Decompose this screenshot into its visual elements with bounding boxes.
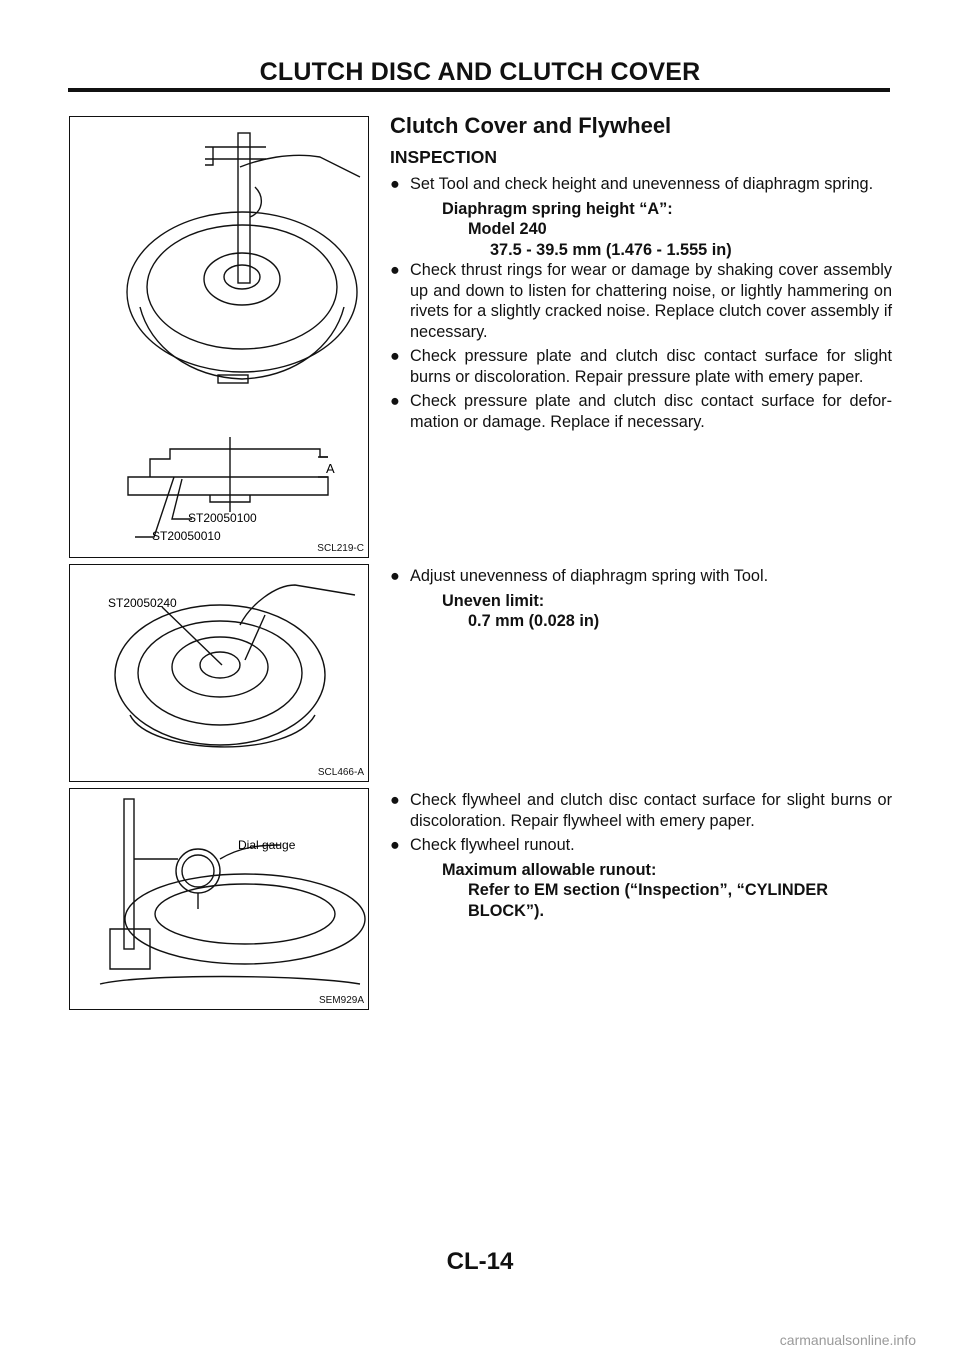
bullet-item: ● Check pressure plate and clutch disc contact surface for slight burns or discoloration. Repair pressure plate with emery paper. <box>390 347 892 386</box>
bullet-item: ● Check pressure plate and clutch disc contact surface for defor-mation or damage. Replace if necessary. <box>390 392 892 431</box>
bullet-item: ● Check flywheel and clutch disc contact surface for slight burns or discoloration. Repair flywheel with emery paper. <box>390 791 892 830</box>
watermark: carmanualsonline.info <box>779 1332 916 1348</box>
figure-flywheel-runout <box>69 788 369 1010</box>
bullet-icon: ● <box>390 567 400 585</box>
section-flywheel <box>390 790 892 921</box>
section-title: Clutch Cover and Flywheel <box>390 113 672 138</box>
header-rule <box>68 88 890 92</box>
bullet-icon: ● <box>390 836 400 854</box>
figure-label-tool-st20050240: ST20050240 <box>108 596 177 610</box>
clutch-cover-illustration <box>70 117 368 557</box>
figure-label-tool-st20050100: ST20050100 <box>188 511 257 525</box>
bullet-icon: ● <box>390 392 400 410</box>
spec-value: 37.5 - 39.5 mm (1.476 - 1.555 in) <box>490 240 732 259</box>
spec-value: BLOCK”). <box>468 901 544 920</box>
figure-diaphragm-adjust <box>69 564 369 782</box>
figure-code: SCL219-C <box>317 543 364 554</box>
figure-code: SCL466-A <box>317 767 364 778</box>
inspection-heading: INSPECTION <box>390 146 497 167</box>
figure-label-dial-gauge: Dial gauge <box>238 838 296 852</box>
page-header-title: CLUTCH DISC AND CLUTCH COVER <box>259 58 701 86</box>
spec-label: Maximum allowable runout: <box>442 860 657 879</box>
bullet-item: ● Set Tool and check height and unevenness of diaphragm spring. <box>390 175 874 193</box>
diaphragm-adjust-illustration <box>70 565 368 781</box>
flywheel-runout-illustration <box>70 789 368 1009</box>
section-diaphragm-adjust <box>390 566 892 632</box>
bullet-icon: ● <box>390 791 400 809</box>
page-number: CL-14 <box>446 1248 514 1275</box>
bullet-item: ● Adjust unevenness of diaphragm spring with Tool. <box>390 567 769 585</box>
spec-label: Diaphragm spring height “A”: <box>442 199 673 218</box>
spec-value: 0.7 mm (0.028 in) <box>468 612 600 630</box>
section-clutch-cover <box>390 113 892 436</box>
figure-label-tool-st20050010: ST20050010 <box>152 529 221 543</box>
bullet-item: ● Check thrust rings for wear or damage by shaking cover assembly up and down to listen for chattering noise, or lightly hammering on rivets for a slightly cracked noise. Replace clutch cover assembly if necessary. <box>390 261 892 341</box>
bullet-icon: ● <box>390 261 400 279</box>
bullet-icon: ● <box>390 347 400 365</box>
figure-code: SEM929A <box>318 995 364 1006</box>
figure-label-a: A <box>326 461 335 476</box>
bullet-item: ● Check flywheel runout. <box>390 836 575 854</box>
bullet-icon: ● <box>390 175 400 193</box>
spec-label: Uneven limit: <box>442 591 545 610</box>
spec-model: Model 240 <box>468 220 547 238</box>
spec-value: Refer to EM section (“Inspection”, “CYLINDER <box>468 881 829 899</box>
figure-clutch-cover-measurement <box>69 116 369 558</box>
